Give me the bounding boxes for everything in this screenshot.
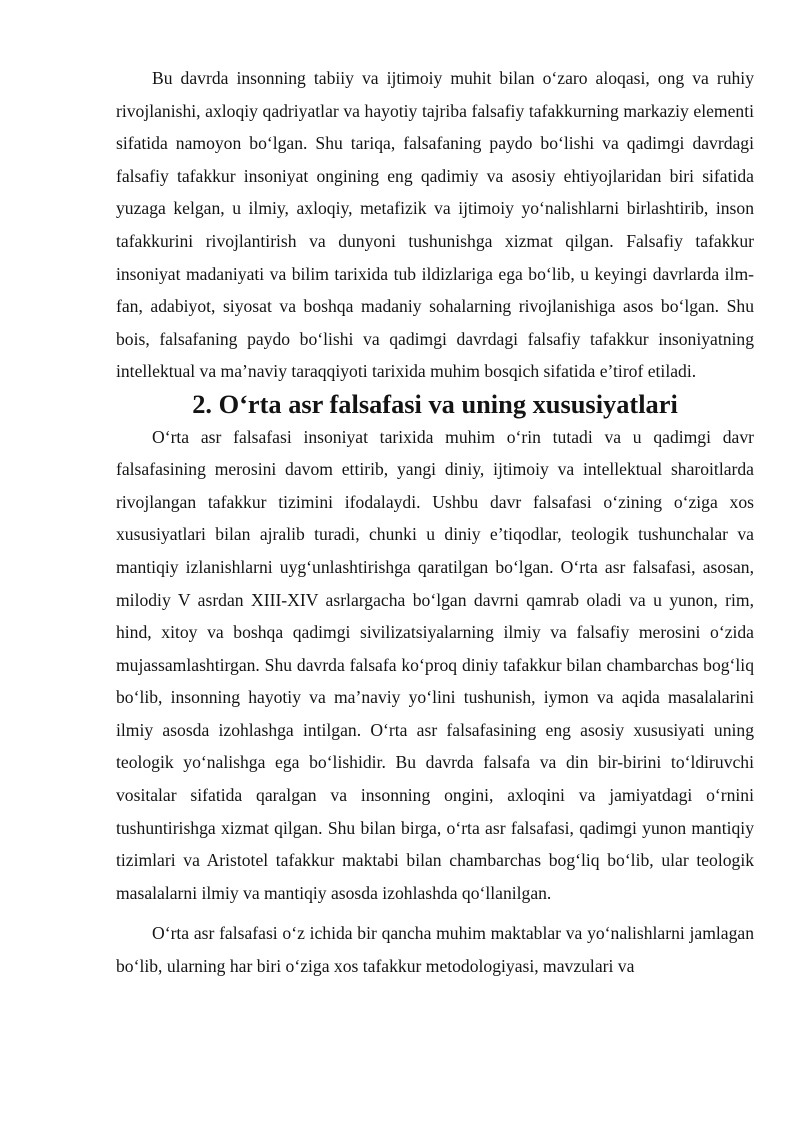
document-page (116, 62, 754, 983)
body-paragraph-1: Bu davrda insonning tabiiy va ijtimoiy muhit bilan o‘zaro aloqasi, ong va ruhiy rivojlanishi, axloqiy qadriyatlar va hayotiy tajriba falsafiy tafakkurning markaziy elementi sifatida namoyon bo‘lgan. Shu tariqa, falsafaning paydo bo‘lishi va qadimgi davrdagi falsafiy tafakkur insoniyat ongining eng qadimiy va asosiy ehtiyojlaridan biri sifatida yuzaga kelgan, u ilmiy, axloqiy, metafizik va ijtimoiy yo‘nalishlarni birlashtirib, inson tafakkurini rivojlantirish va dunyoni tushunishga xizmat qilgan. Falsafiy tafakkur insoniyat madaniyati va bilim tarixida tub ildizlariga ega bo‘lib, u keyingi davrlarda ilm-fan, adabiyot, siyosat va boshqa madaniy sohalarning rivojlanishiga asos bo‘lgan. Shu bois, falsafaning paydo bo‘lishi va qadimgi davrdagi falsafiy tafakkur insoniyatning intellektual va ma’naviy taraqqiyoti tarixida muhim bosqich sifatida e’tirof etiladi. (116, 68, 754, 382)
body-paragraph-3: O‘rta asr falsafasi o‘z ichida bir qancha muhim maktablar va yo‘nalishlarni jamlagan bo‘lib, ularning har biri o‘ziga xos tafakkur metodologiyasi, mavzulari va (116, 923, 754, 977)
body-paragraph-2: O‘rta asr falsafasi insoniyat tarixida muhim o‘rin tutadi va u qadimgi davr falsafasining merosini davom ettirib, yangi diniy, ijtimoiy va intellektual sharoitlarda rivojlangan tafakkur tizimini ifodalaydi. Ushbu davr falsafasi o‘zining o‘ziga xos xususiyatlari bilan ajralib turadi, chunki u diniy e’tiqodlar, teologik tushunchalar va mantiqiy izlanishlarni uyg‘unlashtirishga qaratilgan bo‘lgan. O‘rta asr falsafasi, asosan, milodiy V asrdan XIII-XIV asrlargacha bo‘lgan davrni qamrab oladi va u yunon, rim, hind, xitoy va boshqa qadimgi sivilizatsiyalarning ilmiy va falsafiy merosini o‘zida mujassamlashtirgan. Shu davrda falsafa ko‘proq diniy tafakkur bilan chambarchas bog‘liq bo‘lib, insonning hayotiy va ma’naviy yo‘lini tushunish, iymon va aqida masalalarini ilmiy asosda izohlashga intilgan. O‘rta asr falsafasining eng asosiy xususiyati uning teologik yo‘nalishga ega bo‘lishidir. Bu davrda falsafa va din bir-birini to‘ldiruvchi vositalar sifatida qaralgan va insonning ongini, axloqini va jamiyatdagi o‘rnini tushuntirishga xizmat qilgan. Shu bilan birga, o‘rta asr falsafasi, qadimgi yunon mantiqiy tizimlari va Aristotel tafakkur maktabi bilan chambarchas bog‘liq bo‘lib, ular teologik masalalarni ilmiy va mantiqiy asosda izohlashda qo‘llanilgan. (116, 426, 754, 903)
section-heading: 2. O‘rta asr falsafasi va uning xususiyatlari (192, 388, 678, 419)
